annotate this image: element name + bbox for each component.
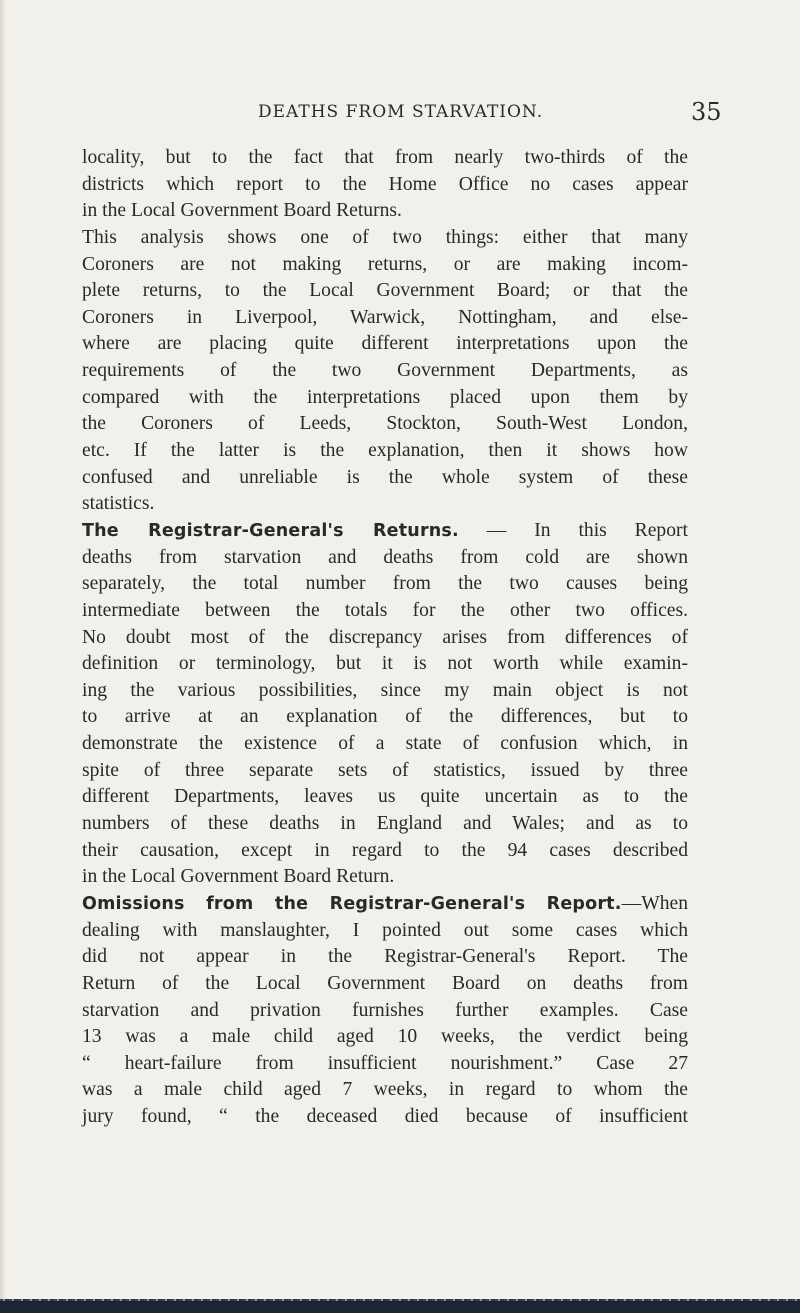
section-first-line (82, 891, 688, 918)
text-line: was a male child aged 7 weeks, in regard to whom the (82, 1079, 688, 1101)
running-title: DEATHS FROM STARVATION. (258, 102, 544, 122)
body-text (82, 145, 688, 1131)
text-line: Coroners are not making returns, or are making incom- (82, 253, 688, 275)
text-line: compared with the interpretations placed upon them by (82, 386, 688, 408)
text-line: plete returns, to the Local Government Board; or that the (82, 280, 688, 302)
text-line: in the Local Government Board Returns. (82, 200, 402, 222)
text-line: statistics. (82, 493, 155, 515)
text-line: the Coroners of Leeds, Stockton, South-West London, (82, 413, 688, 435)
text-line: etc. If the latter is the explanation, then it shows how (82, 440, 688, 462)
text-line: ing the various possibilities, since my main object is not (82, 679, 688, 701)
text-line: deaths from starvation and deaths from cold are shown (82, 546, 688, 568)
section-heading-registrar-returns: The Registrar-General's Returns. (82, 520, 459, 541)
running-head (0, 98, 800, 128)
scan-bottom-edge (0, 1284, 800, 1313)
text-line: demonstrate the existence of a state of confusion which, in (82, 733, 688, 755)
section-heading-omissions: Omissions from the Registrar-General's Report. (82, 893, 622, 914)
text-line: separately, the total number from the two causes being (82, 573, 688, 595)
text-line: requirements of the two Government Departments, as (82, 360, 688, 382)
text-line: where are placing quite different interpretations upon the (82, 333, 688, 355)
text-line: locality, but to the fact that from nearly two-thirds of the (82, 147, 688, 168)
text-fragment: — In this Report (458, 519, 688, 541)
text-line: to arrive at an explanation of the differences, but to (82, 706, 688, 728)
text-line: Coroners in Liverpool, Warwick, Nottingham, and else- (82, 306, 688, 328)
text-line: confused and unreliable is the whole system of these (82, 466, 688, 488)
text-line: 13 was a male child aged 10 weeks, the verdict being (82, 1026, 688, 1048)
text-line: starvation and privation furnishes further examples. Case (82, 999, 688, 1021)
text-line: intermediate between the totals for the other two offices. (82, 599, 688, 621)
text-line: jury found, “ the deceased died because of insufficient (82, 1106, 688, 1128)
text-line: numbers of these deaths in England and Wales; and as to (82, 813, 688, 835)
text-line: their causation, except in regard to the 94 cases described (82, 839, 688, 861)
text-line: in the Local Government Board Return. (82, 866, 395, 888)
text-line: did not appear in the Registrar-General's Report. The (82, 946, 688, 968)
text-fragment: —When (621, 892, 688, 914)
text-line: Return of the Local Government Board on deaths from (82, 972, 688, 994)
text-line: spite of three separate sets of statistics, issued by three (82, 759, 688, 781)
scan-edge-dark (0, 1301, 800, 1313)
page-number: 35 (691, 98, 722, 126)
section-first-line (82, 518, 688, 545)
text-line: districts which report to the Home Office no cases appear (82, 173, 688, 195)
text-line: No doubt most of the discrepancy arises from differences of (82, 626, 688, 648)
text-line: definition or terminology, but it is not worth while examin- (82, 653, 688, 675)
text-line: “ heart-failure from insufficient nourishment.” Case 27 (82, 1052, 688, 1074)
page-gutter-shadow (0, 0, 6, 1313)
text-line: dealing with manslaughter, I pointed out some cases which (82, 919, 688, 941)
text-line: different Departments, leaves us quite uncertain as to the (82, 786, 688, 808)
text-line: This analysis shows one of two things: either that many (82, 226, 688, 248)
